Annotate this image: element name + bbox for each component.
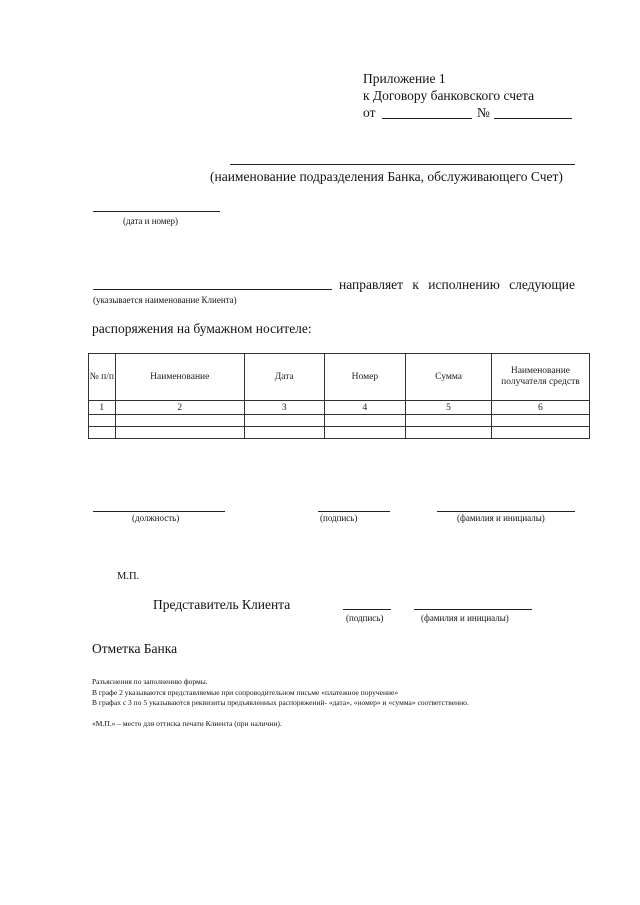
appendix-from-label: от <box>363 105 376 120</box>
column-number: 3 <box>244 401 324 415</box>
header-number: № п/п <box>89 354 116 401</box>
orders-table <box>88 353 590 439</box>
signature-caption: (подпись) <box>320 513 358 523</box>
notes-line: В графах с 3 по 5 указываются реквизиты предъявленных распоряжений- «дата», «номер» и «сумма» соответственно. <box>92 698 469 707</box>
table-cell[interactable] <box>406 415 492 427</box>
orders-heading: распоряжения на бумажном носителе: <box>92 321 312 336</box>
header-recipient: Наименование получателя средств <box>491 354 589 401</box>
table-cell[interactable] <box>324 415 406 427</box>
header-date: Дата <box>244 354 324 401</box>
client-name-field[interactable] <box>93 289 332 290</box>
date-and-number-field[interactable] <box>93 211 220 212</box>
date-number-caption: (дата и номер) <box>123 216 179 226</box>
rep-name-field[interactable] <box>414 609 532 610</box>
table-cell[interactable] <box>244 415 324 427</box>
table-row[interactable] <box>89 415 590 427</box>
column-number: 4 <box>324 401 406 415</box>
notes-line: В графе 2 указываются представляемые при сопроводительном письме «платежное поручение» <box>92 688 399 697</box>
rep-signature-caption: (подпись) <box>346 613 384 623</box>
table-cell[interactable] <box>89 427 116 439</box>
name-caption: (фамилия и инициалы) <box>457 513 545 523</box>
table-cell[interactable] <box>491 427 589 439</box>
contract-number-field[interactable] <box>494 118 572 119</box>
position-caption: (должность) <box>132 513 180 523</box>
bank-mark: Отметка Банка <box>92 641 178 656</box>
table-cell[interactable] <box>115 427 244 439</box>
header-amount: Сумма <box>406 354 492 401</box>
date-field[interactable] <box>382 118 472 119</box>
column-numbers-row <box>89 401 590 415</box>
bank-division-caption: (наименование подразделения Банка, обслуживающего Счет) <box>210 169 563 184</box>
notes-line: «М.П.» – место для оттиска печати Клиента (при наличии). <box>92 719 282 728</box>
table-row[interactable] <box>89 427 590 439</box>
bank-division-field[interactable] <box>230 164 575 165</box>
table-cell[interactable] <box>244 427 324 439</box>
table-cell[interactable] <box>406 427 492 439</box>
appendix-title: Приложение 1 <box>363 71 446 86</box>
column-number: 5 <box>406 401 492 415</box>
position-field[interactable] <box>93 511 225 512</box>
client-rep-label: Представитель Клиента <box>153 597 291 612</box>
appendix-contract: к Договору банковского счета <box>363 88 535 103</box>
column-number: 1 <box>89 401 116 415</box>
column-number: 2 <box>115 401 244 415</box>
sends-text: направляет к исполнению следующие <box>339 277 575 292</box>
table-cell[interactable] <box>491 415 589 427</box>
client-caption: (указывается наименование Клиента) <box>93 295 237 305</box>
header-name: Наименование <box>115 354 244 401</box>
table-cell[interactable] <box>115 415 244 427</box>
table-cell[interactable] <box>324 427 406 439</box>
stamp-place: М.П. <box>117 571 140 582</box>
column-number: 6 <box>491 401 589 415</box>
rep-name-caption: (фамилия и инициалы) <box>421 613 509 623</box>
header-doc-number: Номер <box>324 354 406 401</box>
name-field[interactable] <box>437 511 575 512</box>
rep-signature-field[interactable] <box>343 609 391 610</box>
number-sign: № <box>477 105 490 120</box>
table-cell[interactable] <box>89 415 116 427</box>
signature-field[interactable] <box>318 511 390 512</box>
notes-title: Разъяснения по заполнению формы. <box>92 677 208 686</box>
